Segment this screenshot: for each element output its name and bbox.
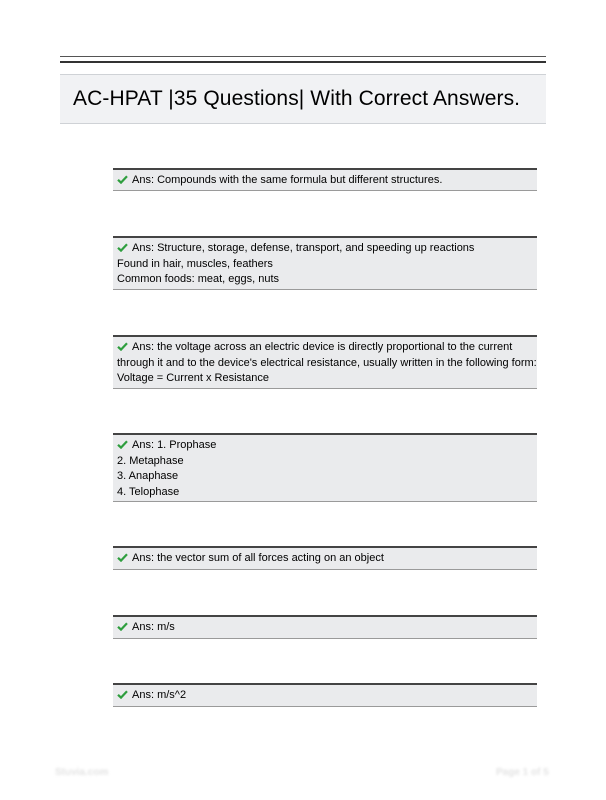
answer-box [113, 433, 537, 502]
answer-line [117, 241, 533, 257]
answer-line [117, 620, 533, 636]
page-title: AC-HPAT |35 Questions| With Correct Answers. [73, 87, 521, 110]
answer-text: Ans: the voltage across an electric device is directly proportional to the current [132, 341, 513, 353]
answer-text: Ans: m/s [132, 621, 175, 633]
answer-line [117, 173, 533, 189]
check-icon [117, 553, 128, 562]
answer-line [117, 438, 533, 454]
answer-box [113, 683, 537, 707]
check-icon [117, 342, 128, 351]
answer-line: Found in hair, muscles, feathers [117, 257, 273, 270]
check-icon [117, 622, 128, 631]
header-rule-bottom [60, 61, 546, 63]
answer-line [117, 340, 533, 356]
check-icon [117, 175, 128, 184]
answer-line: 3. Anaphase [117, 470, 179, 482]
answer-box [113, 236, 537, 290]
answer-line: Voltage = Current x Resistance [117, 372, 269, 384]
answer-box [113, 546, 537, 570]
answer-box [113, 335, 537, 389]
header-rule-top [60, 56, 546, 57]
answer-line [117, 551, 533, 567]
footer-site-name: Stuvia.com [55, 767, 109, 778]
answer-line [117, 688, 533, 704]
answer-line: 4. Telophase [117, 485, 180, 498]
answer-box [113, 168, 537, 191]
check-icon [117, 440, 128, 449]
check-icon [117, 690, 128, 699]
answer-box [113, 615, 537, 639]
answer-line: through it and to the device's electrical resistance, usually written in the following form: [117, 356, 537, 369]
answer-text: Ans: 1. Prophase [132, 439, 217, 451]
answer-line: Common foods: meat, eggs, nuts [117, 273, 280, 285]
answer-text: Ans: Structure, storage, defense, transport, and speeding up reactions [132, 242, 475, 254]
answer-line: 2. Metaphase [117, 454, 184, 467]
answer-text: Ans: m/s^2 [132, 689, 187, 701]
answer-text: Ans: Compounds with the same formula but different structures. [132, 174, 443, 186]
title-box [60, 74, 546, 124]
check-icon [117, 243, 128, 252]
answer-text: Ans: the vector sum of all forces acting on an object [132, 552, 384, 564]
footer-page-number: Page 1 of 5 [496, 767, 549, 778]
